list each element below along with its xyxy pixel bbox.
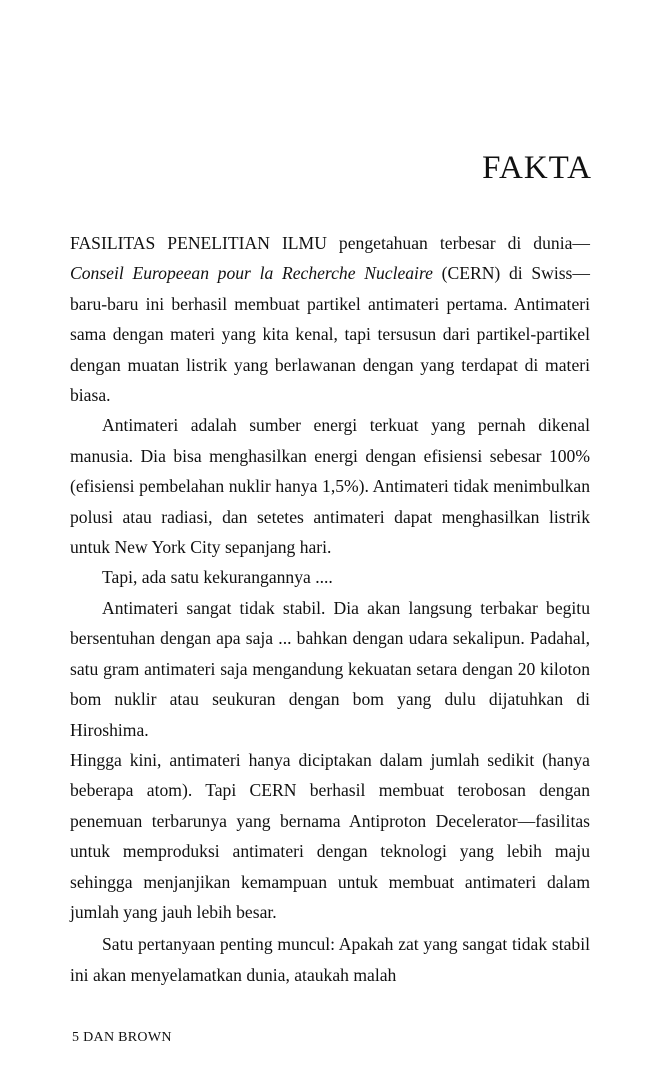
- body-text: [70, 228, 590, 990]
- paragraph-6: Satu pertanyaan penting muncul: Apakah zat yang sangat tidak stabil ini akan menyelamatkan dunia, ataukah malah: [70, 934, 590, 985]
- paragraph-5: Hingga kini, antimateri hanya diciptakan dalam jumlah sedikit (hanya beberapa atom). Tapi CERN berhasil membuat terobosan dengan penemuan terbarunya yang bernama Antiproton Decelerator—fasilitas untuk memproduksi antimateri dengan teknologi yang lebih maju sehingga menjanjikan kemampuan untuk membuat antimateri dalam jumlah yang jauh lebih besar.: [70, 749, 590, 922]
- paragraph-1-italic: Conseil Europeean pour la Recherche Nucleaire: [70, 263, 433, 284]
- paragraph-1: [70, 228, 590, 410]
- paragraph-4: Antimateri sangat tidak stabil. Dia akan langsung terbakar begitu bersentuhan dengan apa saja ... bahkan dengan udara sekalipun. Padahal, satu gram antimateri saja mengandung kekuatan setara dengan 20 kiloton bom nuklir atau seukuran dengan bom yang dulu dijatuhkan di Hiroshima.: [70, 597, 590, 740]
- page-number: 5: [72, 1030, 80, 1045]
- author-name: DAN BROWN: [83, 1030, 172, 1045]
- page-footer: [72, 1030, 172, 1046]
- paragraph-2: Antimateri adalah sumber energi terkuat yang pernah dikenal manusia. Dia bisa menghasilkan energi dengan efisiensi sebesar 100% (efisiensi pembelahan nuklir hanya 1,5%). Antimateri tidak menimbulkan polusi atau radiasi, dan setetes antimateri dapat menghasilkan listrik untuk New York City sepanjang hari.: [70, 415, 590, 558]
- paragraph-3: Tapi, ada satu kekurangannya ....: [102, 567, 333, 588]
- chapter-title: FAKTA: [482, 150, 592, 186]
- paragraph-1-rest: (CERN) di Swiss—baru-baru ini berhasil membuat partikel antimateri pertama. Antimateri sama dengan materi yang kita kenal, tapi tersusun dari partikel-partikel dengan muatan listrik yang berlawanan dengan yang terdapat di materi biasa.: [70, 263, 590, 406]
- paragraph-1-lead: FASILITAS PENELITIAN ILMU pengetahuan terbesar di dunia—: [70, 233, 590, 253]
